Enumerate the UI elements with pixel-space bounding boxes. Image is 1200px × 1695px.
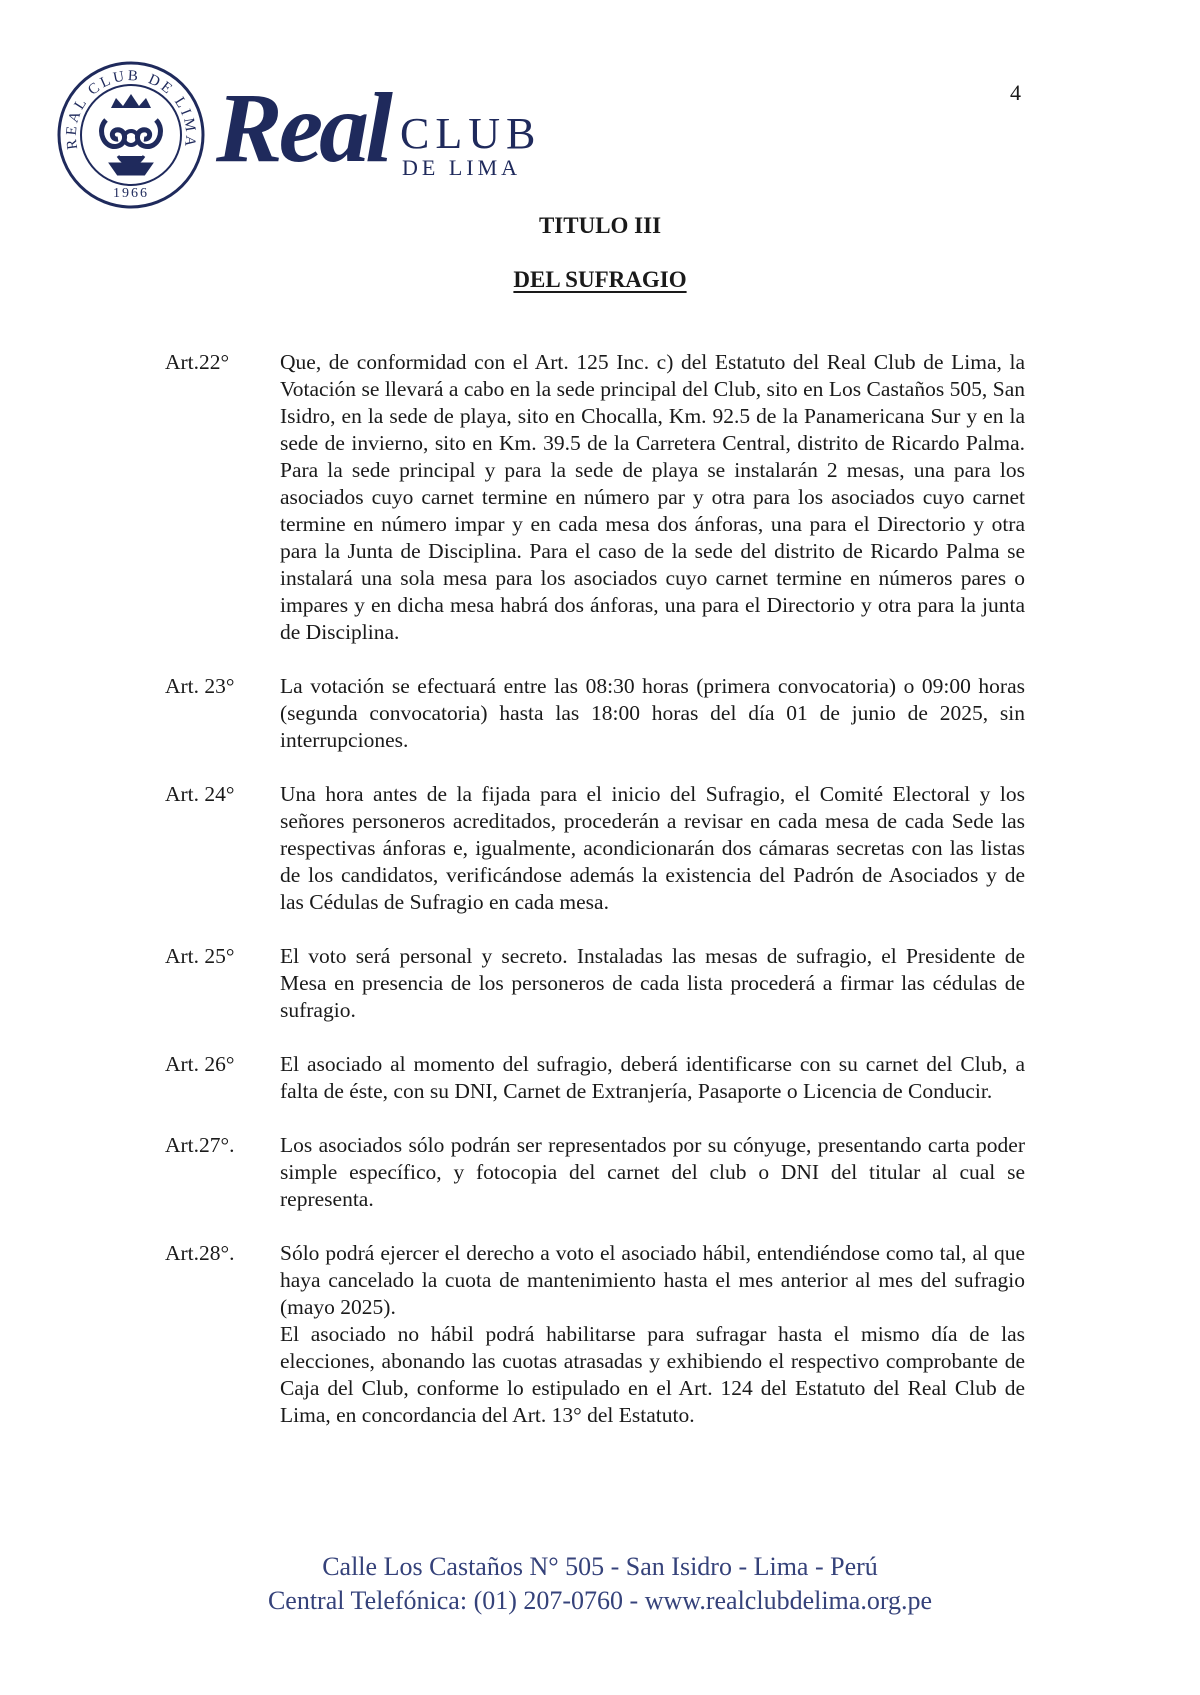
article-label: Art.28°.	[165, 1241, 235, 1265]
article-27	[165, 1132, 1025, 1213]
article-label: Art.27°.	[165, 1133, 235, 1157]
wordmark-club: CLUB	[400, 109, 542, 158]
wordmark-real: Real	[216, 72, 389, 183]
section-title: TITULO III	[538, 213, 662, 238]
article-label: Art. 23°	[165, 674, 235, 698]
articles-list	[165, 349, 1025, 1456]
article-text: Los asociados sólo podrán ser representados por su cónyuge, presentando carta poder simple específico, y fotocopia del carnet del club o DNI del titular al cual se representa.	[280, 1133, 1025, 1211]
footer	[0, 1550, 1200, 1618]
club-seal-logo	[56, 60, 206, 210]
wordmark-de-lima: DE LIMA	[402, 155, 522, 180]
footer-address: Calle Los Castaños N° 505 - San Isidro - Lima - Perú	[322, 1552, 878, 1581]
seal-year: 1966	[113, 186, 149, 201]
article-label: Art. 24°	[165, 782, 235, 806]
article-text: El asociado al momento del sufragio, deberá identificarse con su carnet del Club, a falta de éste, con su DNI, Carnet de Extranjería, Pasaporte o Licencia de Conducir.	[280, 1052, 1025, 1103]
article-28	[165, 1240, 1025, 1429]
article-text: Que, de conformidad con el Art. 125 Inc. c) del Estatuto del Real Club de Lima, la Votación se llevará a cabo en la sede principal del Club, sito en Los Castaños 505, San Isidro, en la sede de playa, sito en Chocalla, Km. 92.5 de la Panamericana Sur y en la sede de invierno, sito en Km. 39.5 de la Carretera Central, distrito de Ricardo Palma. Para la sede principal y para la sede de playa se instalarán 2 mesas, una para los asociados cuyo carnet termine en número par y otra para los asociados cuyo carnet termine en número impar y en cada mesa dos ánforas, una para el Directorio y otra para la Junta de Disciplina. Para el caso de la sede del distrito de Ricardo Palma se instalará una sola mesa para los asociados cuyo carnet termine en números pares o impares y en dicha mesa habrá dos ánforas, una para el Directorio y otra para la junta de Disciplina.	[280, 350, 1025, 644]
page-number: 4	[1010, 80, 1021, 105]
footer-contact: Central Telefónica: (01) 207-0760 - www.realclubdelima.org.pe	[267, 1586, 933, 1615]
article-26	[165, 1051, 1025, 1105]
article-text: Sólo podrá ejercer el derecho a voto el asociado hábil, entendiéndose como tal, al que haya cancelado la cuota de mantenimiento hasta el mes anterior al mes del sufragio (mayo 2025). El asociado no hábil podrá habilitarse para sufragar hasta el mismo día de las elecciones, abonando las cuotas atrasadas y exhibiendo el respectivo comprobante de Caja del Club, conforme lo estipulado en el Art. 124 del Estatuto del Real Club de Lima, en concordancia del Art. 13° del Estatuto.	[280, 1241, 1025, 1427]
article-label: Art.22°	[165, 350, 230, 374]
article-24	[165, 781, 1025, 916]
article-22	[165, 349, 1025, 646]
article-label: Art. 25°	[165, 944, 235, 968]
article-text: Una hora antes de la fijada para el inicio del Sufragio, el Comité Electoral y los señores personeros acreditados, procederán a revisar en cada mesa de cada Sede las respectivas ánforas e, igualmente, acondicionarán dos cámaras secretas con las listas de los candidatos, verificándose además la existencia del Padrón de Asociados y de las Cédulas de Sufragio en cada mesa.	[280, 782, 1025, 914]
article-25	[165, 943, 1025, 1024]
article-text: El voto será personal y secreto. Instaladas las mesas de sufragio, el Presidente de Mesa en presencia de los personeros de cada lista procederá a firmar las cédulas de sufragio.	[280, 944, 1025, 1022]
section-subtitle: DEL SUFRAGIO	[513, 267, 687, 292]
article-label: Art. 26°	[165, 1052, 235, 1076]
article-23	[165, 673, 1025, 754]
article-text: La votación se efectuará entre las 08:30 horas (primera convocatoria) o 09:00 horas (segunda convocatoria) hasta las 18:00 horas del día 01 de junio de 2025, sin interrupciones.	[280, 674, 1025, 752]
seal-text: REAL CLUB DE LIMA	[63, 68, 199, 151]
